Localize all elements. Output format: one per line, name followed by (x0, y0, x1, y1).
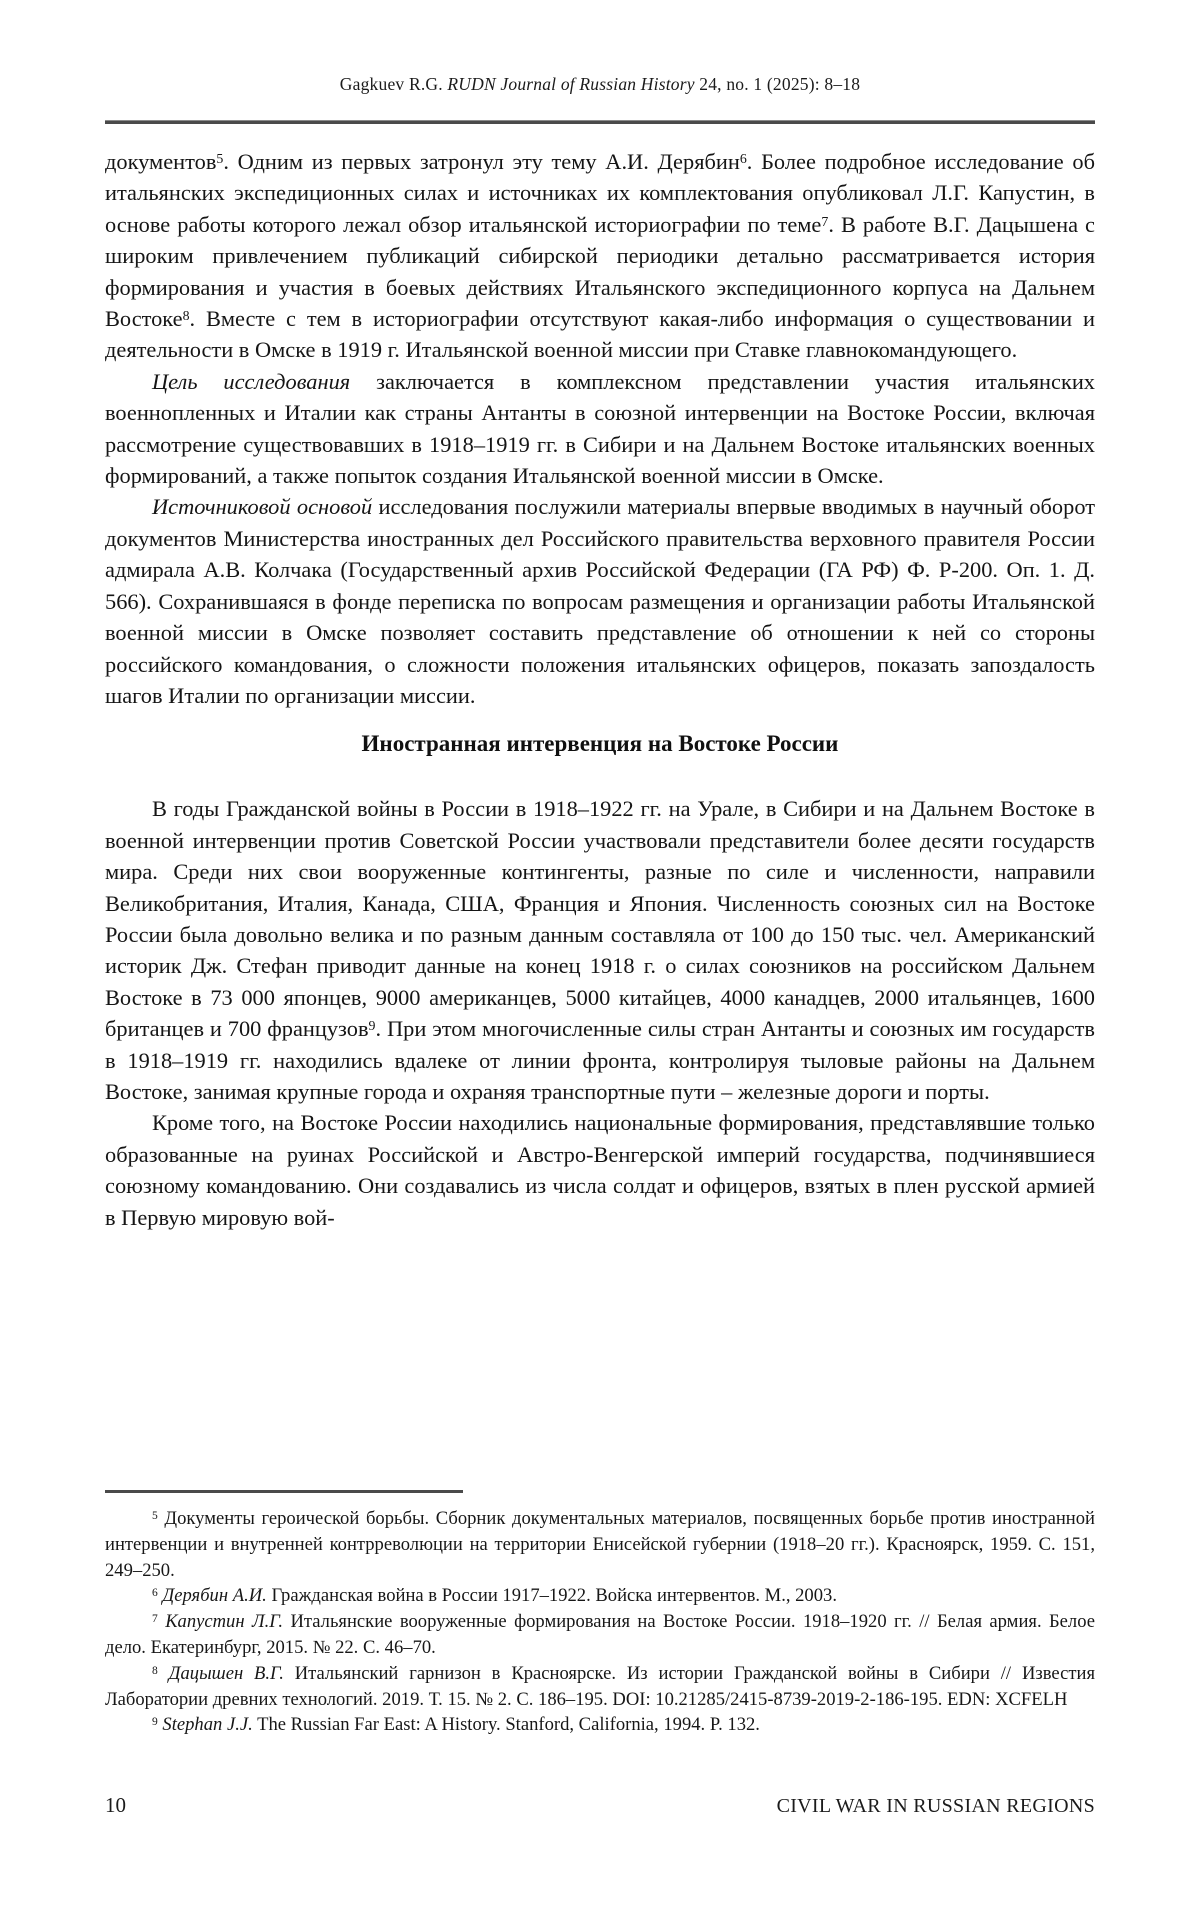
footnote-ref: 8 (182, 308, 190, 324)
page-footer (105, 1793, 1095, 1818)
body-paragraph (105, 1107, 1095, 1233)
italic-run: Источниковой основой (152, 494, 373, 520)
footnote-number: 7 (152, 1613, 158, 1625)
footnote-ref: 7 (821, 214, 829, 230)
footnote-ref: 6 (739, 151, 747, 167)
article-blocks (105, 146, 1095, 1233)
footnote-number: 9 (152, 1716, 158, 1729)
footnote-number: 5 (152, 1509, 158, 1522)
footnote (105, 1661, 1095, 1713)
footnote (105, 1583, 1095, 1609)
footnote (105, 1506, 1095, 1583)
header-author: Gagkuev R.G. (339, 74, 448, 94)
italic-run: Дацышен В.Г. (168, 1662, 284, 1684)
text-run: Итальянский гарнизон в Красноярске. Из истории Гражданской войны в Сибири // Известия Лаборатории древних технологий. 2019. Т. 15. № 2. С. 186–195. DOI: 10.21285/2415-8739-2019-2-186-195. EDN: XCFELH (105, 1662, 1095, 1710)
header-journal-title: RUDN Journal of Russian History (447, 74, 695, 94)
text-run: заключается в комплексном представлении участия итальянских военнопленных и Италии как страны Антанты в союзной интервенции на Востоке России, включая рассмотрение существовавших в 1918–1919 гг. в Сибири и на Дальнем Востоке итальянских военных формирований, а также попыток создания Итальянской военной миссии в Омске. (105, 368, 1096, 489)
text-run: исследования послужили материалы впервые вводимых в научный оборот документов Министерства иностранных дел Российского правительства верховного правителя России адмирала А.В. Колчака (Государственный архив Российской Федерации (ГА РФ) Ф. Р-200. Оп. 1. Д. 566). Сохранившаяся в фонде переписка по вопросам размещения и организации работы Итальянской военной миссии в Омске позволяет составить представление об отношении к ней со стороны российского командования, о сложности положения итальянских офицеров, показать запоздалость шагов Италии по организации миссии. (105, 494, 1096, 708)
header-divider-rule (105, 120, 1095, 124)
text-run: Гражданская война в России 1917–1922. Войска интервентов. М., 2003. (266, 1585, 837, 1607)
text-run: . При этом многочисленные силы стран Антанты и союзных им государств в 1918–1919 гг. находились вдалеке от линии фронта, контролируя тыловые районы на Дальнем Востоке, занимая крупные города и охраняя транспортные пути – железные дороги и порты. (105, 1016, 1096, 1104)
text-run: . В работе В.Г. Дацышена с широким привлечением публикаций сибирской периодики детально рассматривается история формирования и участия в боевых действиях Итальянского экспедиционного корпуса на Дальнем Востоке (105, 211, 1095, 332)
footnotes-section (105, 1490, 1095, 1738)
text-run: Документы героической борьбы. Сборник документальных материалов, посвященных борьбе против иностранной интервенции и внутренней контрреволюции на территории Енисейской губернии (1918–20 гг.). Красноярск, 1959. С. 151, 249–250. (105, 1508, 1095, 1581)
header-issue-info: 24, no. 1 (2025): 8–18 (694, 74, 861, 94)
text-run: документов (105, 149, 217, 174)
text-run: Кроме того, на Востоке России находились национальные формирования, представлявшие только образованные на руинах Российской и Австро-Венгерской империй государства, подчинявшиеся союзному командованию. Они создавались из числа солдат и офицеров, взятых в плен русской армией в Первую мировую вой- (105, 1110, 1095, 1230)
page-number: 10 (105, 1793, 126, 1817)
text-run: . Более подробное исследование об итальянских экспедиционных силах и источниках их комплектования опубликовал Л.Г. Капустин, в основе работы которого лежал обзор итальянской историографии по теме (105, 149, 1096, 237)
italic-run: Дерябин А.И. (162, 1585, 267, 1607)
footer-running-title: CIVIL WAR IN RUSSIAN REGIONS (776, 1795, 1095, 1817)
body-paragraph (105, 491, 1095, 711)
footnotes-list (105, 1506, 1095, 1738)
footnote-ref: 9 (368, 1018, 376, 1034)
text-run: Итальянские вооруженные формирования на Востоке России. 1918–1920 гг. // Белая армия. Белое дело. Екатеринбург, 2015. № 22. С. 46–70. (105, 1611, 1095, 1658)
text-run: . Вместе с тем в историографии отсутствуют какая-либо информация о существовании и деятельности в Омске в 1919 г. Итальянской военной миссии при Ставке главнокомандующего. (105, 306, 1095, 363)
footnote-divider-rule (105, 1490, 463, 1493)
article-body (105, 146, 1095, 1233)
footnote (105, 1609, 1095, 1661)
italic-run: Цель исследования (152, 368, 351, 394)
text-run: The Russian Far East: A History. Stanford, California, 1994. P. 132. (252, 1714, 760, 1736)
body-paragraph (105, 793, 1095, 1107)
footnote-number: 8 (152, 1664, 158, 1677)
body-paragraph (105, 146, 1095, 366)
italic-run: Капустин Л.Г. (165, 1611, 284, 1633)
text-run: В годы Гражданской войны в России в 1918–1922 гг. на Урале, в Сибири и на Дальнем Востоке в военной интервенции против Советской России участвовали представители более десяти государств мира. Среди них свои вооруженные контингенты, разные по силе и численности, направили Великобритания, Италия, Канада, США, Франция и Япония. Численность союзных сил на Востоке России была довольно велика и по разным данным составляла от 100 до 150 тыс. чел. Американский историк Дж. Стефан приводит данные на конец 1918 г. о силах союзников на российском Дальнем Востоке в 73 000 японцев, 9000 американцев, 5000 китайцев, 4000 канадцев, 2000 итальянцев, 1600 британцев и 700 французов (105, 796, 1095, 1042)
text-run: . Одним из первых затронул эту тему А.И. Дерябин (223, 149, 740, 174)
footnote-number: 6 (152, 1587, 158, 1600)
body-paragraph (105, 366, 1095, 492)
italic-run: Stephan J.J. (162, 1714, 253, 1736)
footnote (105, 1712, 1095, 1738)
running-header (105, 74, 1095, 95)
section-heading: Иностранная интервенция на Востоке России (361, 731, 839, 757)
footnote-ref: 5 (216, 151, 224, 167)
